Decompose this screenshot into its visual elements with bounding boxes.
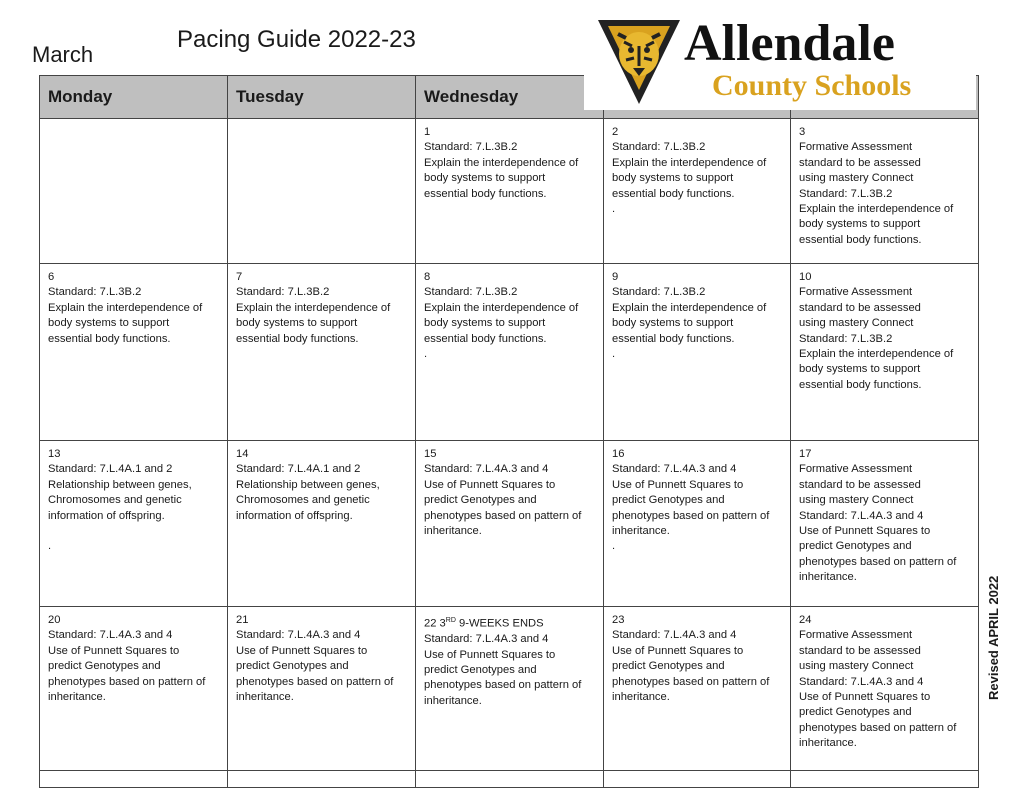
header-tuesday: Tuesday (228, 76, 416, 119)
cell-text-line: body systems to support (612, 172, 734, 185)
cell-text-line (48, 524, 220, 539)
day-cell (604, 119, 791, 264)
day-number: 13 (48, 448, 61, 460)
day-cell-empty (228, 771, 416, 788)
cell-text-line: Standard: 7.L.3B.2 (799, 187, 893, 200)
cell-text-line: Explain the interdependence of (48, 301, 203, 314)
cell-text-line: using mastery Connect (799, 660, 914, 673)
day-cell (791, 607, 979, 771)
cell-text-line: Use of Punnett Squares to (799, 691, 931, 704)
cell-text-line: Use of Punnett Squares to (424, 478, 556, 491)
day-cell (40, 607, 228, 771)
cell-text-line: phenotypes based on pattern of (612, 509, 770, 522)
day-number: 6 (48, 271, 55, 283)
cell-text-line: Explain the interdependence of (236, 301, 391, 314)
week-row (40, 264, 979, 441)
cell-text-line: inheritance. (48, 691, 106, 704)
day-cell (228, 441, 416, 607)
cell-text-line: Formative Assessment (799, 629, 913, 642)
cell-text-line: Standard: 7.L.4A.3 and 4 (424, 463, 549, 476)
logo-name: Allendale (684, 15, 895, 72)
day-number: 15 (424, 448, 437, 460)
cell-text-line: Standard: 7.L.4A.3 and 4 (612, 463, 737, 476)
cell-text-line: predict Genotypes and (799, 706, 912, 719)
cell-text-line: predict Genotypes and (799, 540, 912, 553)
day-number: 14 (236, 448, 249, 460)
cell-text-line: essential body functions. (799, 233, 922, 246)
cell-text-line: Explain the interdependence of (424, 301, 579, 314)
cell-text-line: information of offspring. (236, 509, 353, 522)
cell-text-line: standard to be assessed (799, 644, 921, 657)
week-row-partial (40, 771, 979, 788)
school-logo (584, 12, 976, 110)
month-label: March (32, 42, 94, 67)
day-cell (604, 264, 791, 441)
cell-text-line: Standard: 7.L.4A.3 and 4 (799, 509, 924, 522)
cell-text-line: Use of Punnett Squares to (236, 644, 368, 657)
cell-text-line: information of offspring. (48, 509, 165, 522)
cell-text-line: Chromosomes and genetic (236, 494, 370, 507)
cell-text-line: Standard: 7.L.4A.3 and 4 (799, 675, 924, 688)
cell-text-line: . (612, 540, 616, 553)
cell-text-line: essential body functions. (612, 332, 735, 345)
day-cell (416, 264, 604, 441)
day-number: 7 (236, 271, 243, 283)
day-cell (228, 607, 416, 771)
day-number: 17 (799, 448, 812, 460)
day-cell (40, 119, 228, 264)
cell-text-line: predict Genotypes and (612, 494, 725, 507)
logo-subtitle: County Schools (712, 69, 912, 102)
cell-text-line: using mastery Connect (799, 494, 914, 507)
day-number: 10 (799, 271, 812, 283)
day-number: 8 (424, 271, 431, 283)
day-cell-empty (791, 771, 979, 788)
cell-text-line: Use of Punnett Squares to (48, 644, 180, 657)
cell-text-line: Standard: 7.L.3B.2 (612, 141, 706, 154)
day-cell (40, 441, 228, 607)
cell-text-line: body systems to support (236, 317, 358, 330)
day-number: 22 3RD 9-WEEKS ENDS (424, 617, 544, 630)
cell-text-line: Standard: 7.L.4A.3 and 4 (612, 629, 737, 642)
cell-text-line: Formative Assessment (799, 463, 913, 476)
cell-text-line: Explain the interdependence of (799, 203, 954, 216)
cell-text-line: Standard: 7.L.4A.3 and 4 (236, 629, 361, 642)
cell-text-line: phenotypes based on pattern of (424, 679, 582, 692)
day-number: 20 (48, 614, 61, 626)
cell-text-line: . (612, 348, 616, 361)
cell-text-line: Standard: 7.L.4A.1 and 2 (236, 463, 361, 476)
cell-text-line: . (48, 540, 52, 553)
cell-text-line: standard to be assessed (799, 301, 921, 314)
cell-text-line: inheritance. (424, 694, 482, 707)
cell-text-line: Formative Assessment (799, 141, 913, 154)
cell-text-line: phenotypes based on pattern of (236, 675, 394, 688)
cell-text-line: phenotypes based on pattern of (612, 675, 770, 688)
day-cell (228, 119, 416, 264)
cell-text-line: Use of Punnett Squares to (612, 644, 744, 657)
cell-text-line: predict Genotypes and (236, 660, 349, 673)
header-monday: Monday (40, 76, 228, 119)
calendar-table (39, 75, 979, 788)
ordinal-suffix: RD (445, 617, 456, 624)
cell-text-line: predict Genotypes and (424, 494, 537, 507)
day-cell (604, 607, 791, 771)
day-number: 23 (612, 614, 625, 626)
cell-text-line: Standard: 7.L.3B.2 (612, 286, 706, 299)
cell-text-line: inheritance. (236, 691, 294, 704)
cell-text-line: essential body functions. (799, 378, 922, 391)
cell-text-line: body systems to support (48, 317, 170, 330)
cell-text-line: Formative Assessment (799, 286, 913, 299)
cell-text-line: . (424, 348, 428, 361)
cell-text-line: predict Genotypes and (48, 660, 161, 673)
day-cell-empty (604, 771, 791, 788)
cell-text-line: using mastery Connect (799, 172, 914, 185)
cell-text-line: Standard: 7.L.3B.2 (48, 286, 142, 299)
cell-text-line: body systems to support (612, 317, 734, 330)
header-wednesday: Wednesday (416, 76, 604, 119)
week-row (40, 119, 979, 264)
week-row (40, 441, 979, 607)
day-cell (416, 119, 604, 264)
day-number: 2 (612, 126, 619, 138)
cell-text-line: essential body functions. (236, 332, 359, 345)
cell-text-line: Standard: 7.L.4A.3 and 4 (48, 629, 173, 642)
day-cell (791, 119, 979, 264)
day-cell (228, 264, 416, 441)
cell-text-line: essential body functions. (612, 187, 735, 200)
cell-text-line: Relationship between genes, (236, 478, 380, 491)
cell-text-line: phenotypes based on pattern of (48, 675, 206, 688)
cell-text-line: body systems to support (424, 172, 546, 185)
cell-text-line: phenotypes based on pattern of (424, 509, 582, 522)
day-cell (791, 441, 979, 607)
day-cell (416, 607, 604, 771)
tiger-mascot-icon (596, 16, 682, 106)
cell-text-line: Chromosomes and genetic (48, 494, 182, 507)
day-cell-empty (416, 771, 604, 788)
cell-text-line: Standard: 7.L.3B.2 (236, 286, 330, 299)
page-title: Pacing Guide 2022-23 (177, 26, 416, 53)
cell-text-line: body systems to support (799, 363, 921, 376)
cell-text-line: Standard: 7.L.3B.2 (799, 332, 893, 345)
cell-text-line: inheritance. (612, 525, 670, 538)
cell-text-line: Explain the interdependence of (799, 348, 954, 361)
day-cell (604, 441, 791, 607)
cell-text-line: inheritance. (424, 525, 482, 538)
cell-text-line: Relationship between genes, (48, 478, 192, 491)
cell-text-line: Standard: 7.L.4A.1 and 2 (48, 463, 173, 476)
cell-text-line: Explain the interdependence of (612, 301, 767, 314)
cell-text-line: inheritance. (799, 737, 857, 750)
cell-text-line: phenotypes based on pattern of (799, 555, 957, 568)
cell-text-line: Standard: 7.L.3B.2 (424, 141, 518, 154)
day-number: 3 (799, 126, 806, 138)
day-number: 24 (799, 614, 812, 626)
cell-text-line: essential body functions. (48, 332, 171, 345)
cell-text-line: Use of Punnett Squares to (424, 648, 556, 661)
day-number: 9 (612, 271, 619, 283)
day-number: 1 (424, 126, 431, 138)
cell-text-line: Standard: 7.L.4A.3 and 4 (424, 633, 549, 646)
cell-text-line: Use of Punnett Squares to (799, 525, 931, 538)
cell-text-line: body systems to support (424, 317, 546, 330)
cell-text-line: essential body functions. (424, 187, 547, 200)
cell-text-line: . (612, 203, 616, 216)
day-number: 21 (236, 614, 249, 626)
day-cell-empty (40, 771, 228, 788)
day-cell (791, 264, 979, 441)
cell-text-line: Explain the interdependence of (424, 156, 579, 169)
cell-text-line: inheritance. (799, 571, 857, 584)
cell-text-line: body systems to support (799, 218, 921, 231)
cell-text-line: using mastery Connect (799, 317, 914, 330)
cell-text-line: essential body functions. (424, 332, 547, 345)
cell-text-line: Use of Punnett Squares to (612, 478, 744, 491)
cell-text-line: Explain the interdependence of (612, 156, 767, 169)
day-number: 16 (612, 448, 625, 460)
day-cell (416, 441, 604, 607)
cell-text-line: Standard: 7.L.3B.2 (424, 286, 518, 299)
cell-text-line: standard to be assessed (799, 478, 921, 491)
cell-text-line: predict Genotypes and (424, 663, 537, 676)
cell-text-line: phenotypes based on pattern of (799, 721, 957, 734)
cell-text-line: inheritance. (612, 691, 670, 704)
day-cell (40, 264, 228, 441)
cell-text-line: predict Genotypes and (612, 660, 725, 673)
revised-note: Revised APRIL 2022 (986, 575, 1001, 700)
week-row (40, 607, 979, 771)
cell-text-line: standard to be assessed (799, 156, 921, 169)
